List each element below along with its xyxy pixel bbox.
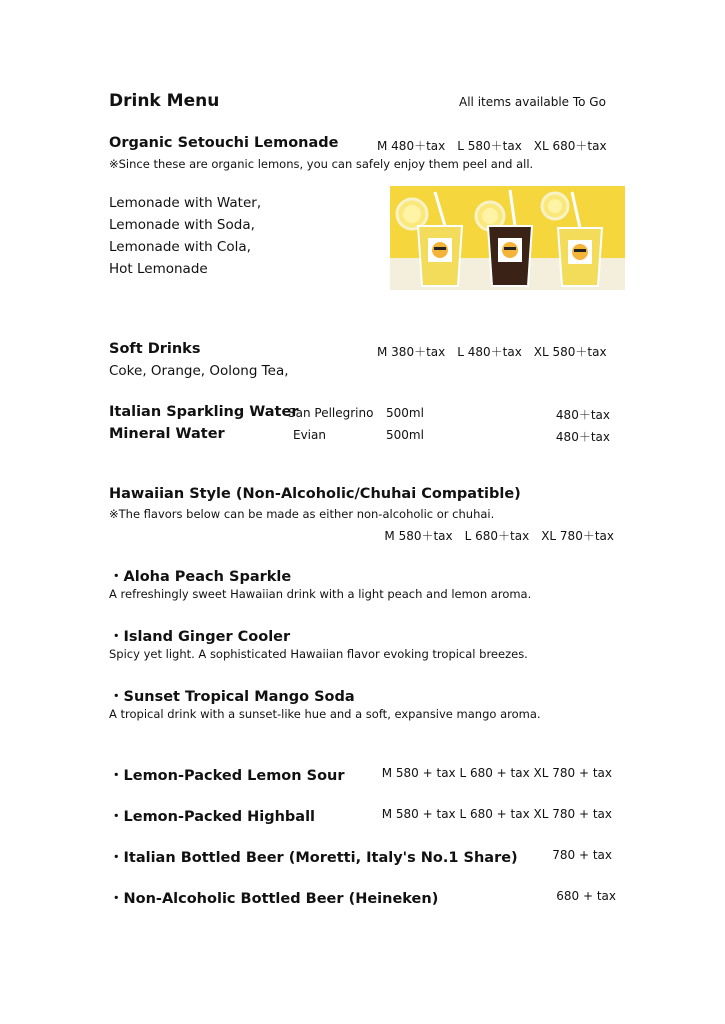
- water-size: 500ml: [386, 406, 424, 420]
- lemonade-cups-illustration: [390, 186, 625, 290]
- water-name: Mineral Water: [109, 426, 225, 442]
- lemon-slice-icon: [542, 193, 568, 219]
- alcohol-item-price: M 580 + tax L 680 + tax XL 780 + tax: [381, 807, 612, 821]
- hawaiian-item-desc: A refreshingly sweet Hawaiian drink with a light peach and lemon aroma.: [109, 587, 532, 601]
- hawaiian-item-name: ・Aloha Peach Sparkle: [109, 569, 292, 585]
- soft-drinks-items: Coke, Orange, Oolong Tea,: [109, 363, 289, 379]
- alcohol-item-price: 780 + tax: [552, 848, 612, 862]
- lemonade-item: Lemonade with Cola,: [109, 239, 251, 255]
- alcohol-item-name: ・Lemon-Packed Highball: [109, 809, 316, 825]
- water-price: 480＋tax: [555, 430, 610, 444]
- lemonade-cup: [418, 226, 462, 286]
- page-title: Drink Menu: [109, 91, 220, 111]
- hawaiian-note: ※The flavors below can be made as either non-alcoholic or chuhai.: [109, 507, 495, 521]
- alcohol-item-price: 680 + tax: [556, 889, 616, 903]
- cola-cup: [488, 226, 532, 286]
- hawaiian-item-name: ・Island Ginger Cooler: [109, 629, 291, 645]
- lemonade-item: Hot Lemonade: [109, 261, 208, 277]
- soft-drinks-title: Soft Drinks: [109, 341, 201, 357]
- soft-drinks-prices: M 380＋tax L 480＋tax XL 580＋tax: [377, 345, 607, 359]
- water-brand: Evian: [293, 428, 326, 442]
- alcohol-item-price: M 580 + tax L 680 + tax XL 780 + tax: [381, 766, 612, 780]
- lemonade-item: Lemonade with Water,: [109, 195, 262, 211]
- water-name: Italian Sparkling Water: [109, 404, 299, 420]
- lemonade-item: Lemonade with Soda,: [109, 217, 255, 233]
- alcohol-item-name: ・Italian Bottled Beer (Moretti, Italy's No.1 Share): [109, 850, 518, 866]
- hawaiian-item-name: ・Sunset Tropical Mango Soda: [109, 689, 355, 705]
- hawaiian-item-desc: A tropical drink with a sunset-like hue and a soft, expansive mango aroma.: [109, 707, 541, 721]
- lemonade-prices: M 480＋tax L 580＋tax XL 680＋tax: [377, 139, 607, 153]
- lemonade-photo: [390, 186, 625, 290]
- hawaiian-prices: M 580＋tax L 680＋tax XL 780＋tax: [384, 529, 614, 543]
- water-price: 480＋tax: [555, 408, 610, 422]
- hawaiian-title: Hawaiian Style (Non-Alcoholic/Chuhai Compatible): [109, 486, 521, 502]
- alcohol-item-name: ・Non-Alcoholic Bottled Beer (Heineken): [109, 891, 439, 907]
- lemon-slice-icon: [397, 199, 427, 229]
- alcohol-item-name: ・Lemon-Packed Lemon Sour: [109, 768, 345, 784]
- water-size: 500ml: [386, 428, 424, 442]
- hawaiian-item-desc: Spicy yet light. A sophisticated Hawaiian flavor evoking tropical breezes.: [109, 647, 528, 661]
- lemonade-title: Organic Setouchi Lemonade: [109, 135, 339, 151]
- lemonade-note: ※Since these are organic lemons, you can safely enjoy them peel and all.: [109, 157, 534, 171]
- lemonade-cup: [558, 228, 602, 286]
- water-brand: San Pellegrino: [288, 406, 374, 420]
- to-go-note: All items available To Go: [459, 95, 606, 109]
